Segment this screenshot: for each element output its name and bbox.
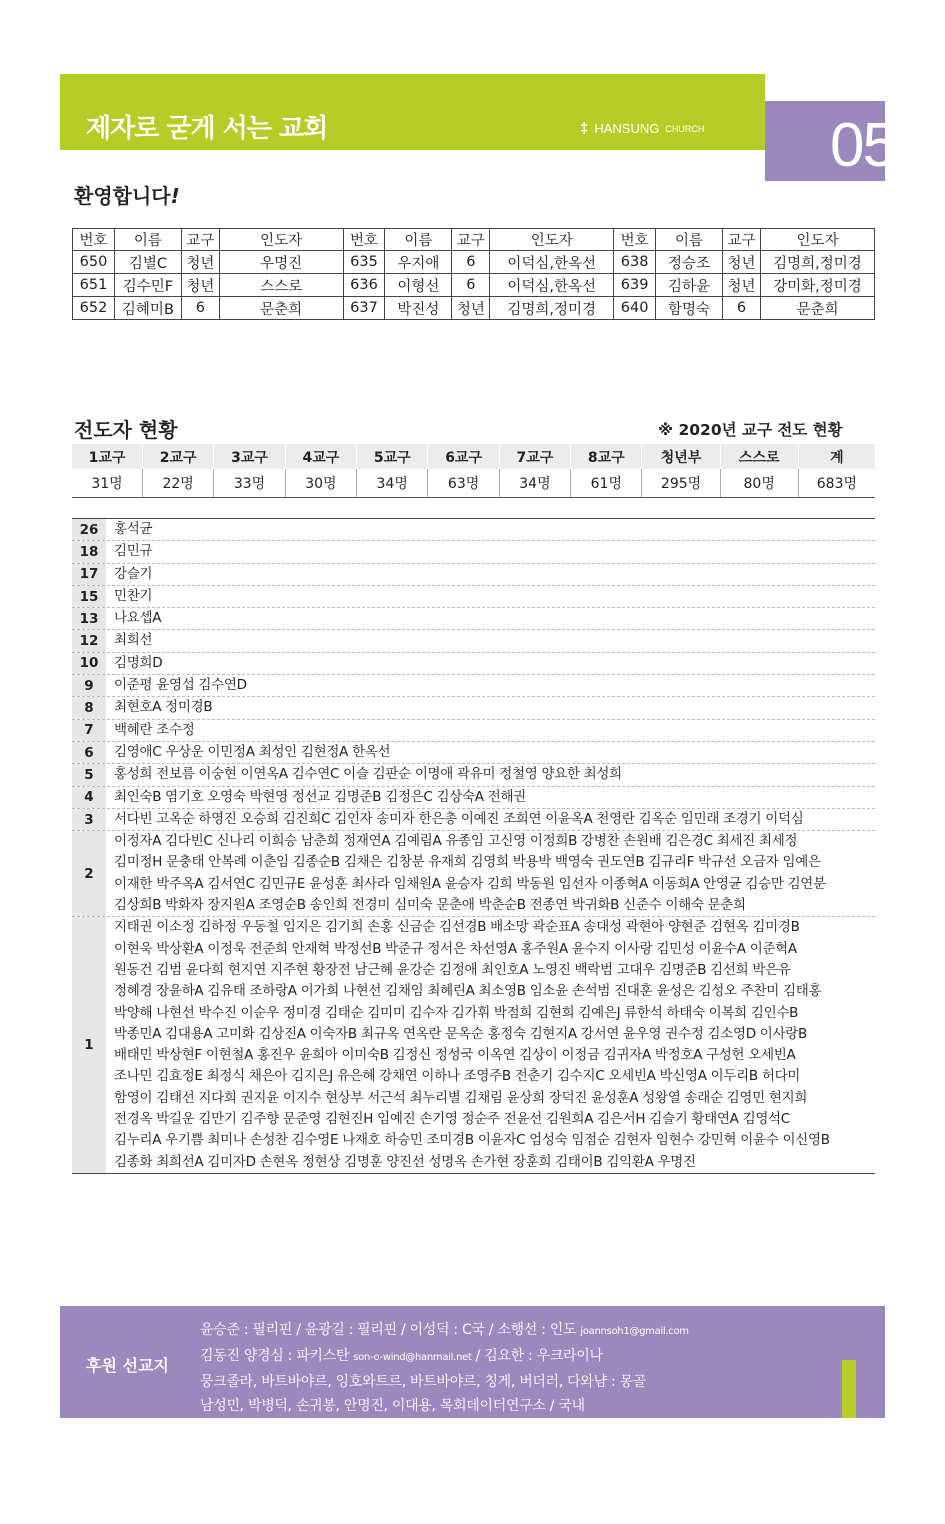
table-cell: 청년 bbox=[181, 274, 219, 297]
table-cell: 이덕심,한옥선 bbox=[490, 251, 614, 274]
table-cell: 우명진 bbox=[219, 251, 343, 274]
evangelist-names: 나요셉A bbox=[114, 610, 162, 627]
welcome-table bbox=[72, 228, 875, 320]
evangelist-names: 최인숙B 염기호 오영숙 박현영 정선교 김명준B 김정은C 김상숙A 전해권 bbox=[114, 788, 526, 805]
evangelist-count: 3 bbox=[72, 809, 106, 830]
list-item bbox=[72, 787, 875, 809]
evangelism-summary-table bbox=[72, 444, 875, 498]
summary-value: 22명 bbox=[142, 469, 213, 498]
table-cell: 640 bbox=[614, 297, 656, 320]
table-cell: 651 bbox=[73, 274, 115, 297]
welcome-col-header: 교구 bbox=[723, 229, 761, 251]
evangelism-summary-header bbox=[72, 444, 875, 469]
table-cell: 635 bbox=[343, 251, 385, 274]
welcome-col-header: 이름 bbox=[114, 229, 181, 251]
welcome-col-header: 교구 bbox=[452, 229, 490, 251]
page-number: 05 bbox=[830, 111, 895, 180]
evangelist-names: 최희선 bbox=[114, 632, 153, 649]
evangelist-names: 김영애C 우상운 이민정A 최성인 김현정A 한옥선 bbox=[114, 743, 391, 760]
evangelist-count: 12 bbox=[72, 630, 106, 651]
mission-email-1: joannsoh1@gmail.com bbox=[580, 1326, 689, 1337]
summary-col-header: 7교구 bbox=[499, 444, 570, 469]
summary-value: 61명 bbox=[571, 469, 642, 498]
table-cell: 김수민F bbox=[114, 274, 181, 297]
welcome-heading bbox=[74, 180, 180, 209]
evangelist-names: 지태권 이소정 김하정 우동철 임지은 김기희 손홍 신금순 김선경B 배소망 곽순표A 송대성 곽현아 양현준 김현옥 김미경B 이현욱 박상환A 이정욱 전준희 안재혁 박정선B 박준규 정서은 차선영A 홍주원A 윤수지 이사랑 김민성 이윤수A 이준혁A 원동건 김범 윤다희 현지연 지주현 황장전 남근혜 윤강순 김정애 최인호A 노영진 백락범 고대우 김명준B 김선희 박은유 정혜경 장윤하A 김유태 조하랑A 이가희 나현선 김채임 최혜린A 최소영B 임소윤 손석범 진대훈 윤성은 김성오 주찬미 김태홍 박양해 나현선 박수진 이순우 정미경 김태순 김미미 김수자 김가휘 박점희 김현희 김예은J 류한석 하태숙 이복희 김인수B 박종민A 김대용A 고미화 김상진A 이숙자B 최규옥 연옥란 문옥순 홍정숙 김현지A 강서연 윤우영 권수정 김소영D 이사랑B 배태민 박상현F 이현철A 홍진우 윤희아 이미숙B 김정신 정성국 이옥연 김상이 이정금 김귀자A 박정호A 구성헌 오세빈A 조나민 김효정E 최정식 채은아 김지은J 유은혜 강채연 이하나 조영주B 전춘기 김수지C 오세빈A 박신영A 이두리B 허다미 함영이 김태선 지다희 권지윤 이지수 현상부 서근석 최누리별 김채림 윤상희 장덕진 윤성훈A 성왕열 송래순 김영민 현지희 전경옥 박길운 김만기 김주향 문준영 김현진H 임예진 손기영 정순주 전윤선 김원희A 김은서H 김슬기 황태연A 김영석C 김누리A 우기쁨 최미나 손성찬 김수영E 나재호 하승민 조미경B 이윤자C 엄성숙 임점순 김현자 임현수 강민혁 이윤수 이신영B 김종화 최희선A 김미자D 손현옥 정현상 김명훈 양진선 성명옥 손가현 장훈희 김태이B 김익환A 우명진 bbox=[114, 919, 830, 1170]
evangelism-summary-values bbox=[72, 469, 875, 498]
evangelist-names: 강슬기 bbox=[114, 565, 153, 582]
welcome-col-header: 번호 bbox=[73, 229, 115, 251]
table-cell: 638 bbox=[614, 251, 656, 274]
table-cell: 6 bbox=[181, 297, 219, 320]
summary-col-header: 1교구 bbox=[72, 444, 142, 469]
welcome-heading-mark: ! bbox=[170, 184, 180, 208]
evangelism-note: ※ 2020년 교구 전도 현황 bbox=[658, 421, 843, 439]
table-cell: 이덕심,한옥선 bbox=[490, 274, 614, 297]
footer-accent-bar bbox=[842, 1360, 856, 1418]
summary-value: 295명 bbox=[642, 469, 720, 498]
table-cell: 박진성 bbox=[385, 297, 452, 320]
welcome-col-header: 번호 bbox=[614, 229, 656, 251]
table-cell: 스스로 bbox=[219, 274, 343, 297]
welcome-col-header: 인도자 bbox=[760, 229, 874, 251]
table-cell: 청년 bbox=[452, 297, 490, 320]
summary-col-header: 2교구 bbox=[142, 444, 213, 469]
summary-col-header: 6교구 bbox=[428, 444, 499, 469]
welcome-col-header: 번호 bbox=[343, 229, 385, 251]
evangelist-count: 6 bbox=[72, 742, 106, 763]
church-logo-name: HANSUNG bbox=[594, 121, 660, 136]
table-cell: 6 bbox=[452, 251, 490, 274]
list-item bbox=[72, 608, 875, 630]
summary-col-header: 3교구 bbox=[214, 444, 285, 469]
evangelist-count: 2 bbox=[72, 831, 106, 916]
list-item bbox=[72, 586, 875, 608]
evangelist-names: 이준평 윤영섭 김수연D bbox=[114, 677, 247, 694]
table-cell: 639 bbox=[614, 274, 656, 297]
mission-line-2-text-b: / 김요한 : 우크라이나 bbox=[475, 1348, 603, 1364]
welcome-col-header: 이름 bbox=[385, 229, 452, 251]
mission-line-1-text: 윤승준 : 필리핀 / 윤광길 : 필리핀 / 이성덕 : C국 / 소행선 : 인도 bbox=[200, 1322, 577, 1338]
welcome-col-header: 이름 bbox=[656, 229, 723, 251]
list-item bbox=[72, 564, 875, 586]
table-cell: 김별C bbox=[114, 251, 181, 274]
evangelist-names: 김명희D bbox=[114, 654, 163, 671]
table-cell: 652 bbox=[73, 297, 115, 320]
evangelist-list bbox=[72, 518, 875, 1174]
list-item bbox=[72, 541, 875, 563]
church-logo bbox=[580, 120, 704, 137]
list-item bbox=[72, 831, 875, 917]
page-title: 제자로 굳게 서는 교회 bbox=[86, 114, 328, 144]
evangelist-names: 백혜란 조수정 bbox=[114, 721, 195, 738]
list-item bbox=[72, 653, 875, 675]
evangelist-count: 26 bbox=[72, 519, 106, 540]
evangelist-count: 7 bbox=[72, 720, 106, 741]
summary-col-header: 청년부 bbox=[642, 444, 720, 469]
table-cell: 이형선 bbox=[385, 274, 452, 297]
table-cell: 청년 bbox=[181, 251, 219, 274]
mission-line-2-text: 김동진 양경심 : 파키스탄 bbox=[200, 1348, 350, 1364]
table-cell: 김하윤 bbox=[656, 274, 723, 297]
table-cell: 637 bbox=[343, 297, 385, 320]
evangelist-names: 홍석균 bbox=[114, 521, 153, 537]
evangelist-names: 이정자A 김다빈C 신나리 이희승 남춘희 정재연A 김예림A 유종임 고신영 이정희B 강병찬 손원배 김은경C 최세진 최세정 김미정H 문충태 안복례 이춘임 김종순B 김채은 김창분 유재희 김영희 박용박 백영숙 권도연B 김규리F 박규선 오금자 임예은 이재한 박주옥A 김서연C 김민규E 윤성훈 최사라 임채원A 윤승자 김희 박동원 임선자 이종혁A 이동희A 안영균 김승만 김연분 김상희B 박화자 장지원A 조영순B 송인희 전경미 심미숙 문춘애 박춘순B 전종연 박귀화B 신준수 이해숙 문춘희 bbox=[114, 833, 826, 914]
table-cell: 6 bbox=[452, 274, 490, 297]
summary-value: 30명 bbox=[285, 469, 356, 498]
mission-support-list bbox=[200, 1318, 689, 1418]
evangelist-count: 13 bbox=[72, 608, 106, 629]
evangelist-count: 10 bbox=[72, 653, 106, 674]
mission-line-1 bbox=[200, 1318, 689, 1344]
welcome-col-header: 인도자 bbox=[490, 229, 614, 251]
church-logo-sub: CHURCH bbox=[665, 123, 705, 134]
summary-value: 34명 bbox=[357, 469, 428, 498]
mission-line-2 bbox=[200, 1344, 689, 1370]
summary-value: 63명 bbox=[428, 469, 499, 498]
table-cell: 김혜미B bbox=[114, 297, 181, 320]
summary-value: 34명 bbox=[499, 469, 570, 498]
welcome-table-header bbox=[73, 229, 875, 251]
evangelist-count: 4 bbox=[72, 787, 106, 808]
list-item bbox=[72, 697, 875, 719]
summary-col-header: 4교구 bbox=[285, 444, 356, 469]
table-row bbox=[73, 297, 875, 320]
church-logo-icon: ‡ bbox=[580, 120, 589, 137]
summary-value: 31명 bbox=[72, 469, 142, 498]
table-cell: 650 bbox=[73, 251, 115, 274]
table-cell: 636 bbox=[343, 274, 385, 297]
table-cell: 청년 bbox=[723, 274, 761, 297]
list-item bbox=[72, 764, 875, 786]
evangelist-count: 18 bbox=[72, 541, 106, 562]
mission-email-2: son-o-wind@hanmail.net bbox=[353, 1352, 472, 1363]
evangelist-count: 8 bbox=[72, 697, 106, 718]
summary-value: 683명 bbox=[798, 469, 875, 498]
summary-col-header: 계 bbox=[798, 444, 875, 469]
summary-value: 80명 bbox=[720, 469, 798, 498]
evangelist-names: 김민규 bbox=[114, 543, 153, 560]
list-item bbox=[72, 720, 875, 742]
mission-line-4: 남성민, 박병덕, 손귀봉, 안명진, 이대용, 목회데이터연구소 / 국내 bbox=[200, 1398, 585, 1414]
mission-support-label: 후원 선교지 bbox=[86, 1356, 169, 1375]
evangelist-count: 17 bbox=[72, 564, 106, 585]
evangelism-heading: 전도자 현황 bbox=[74, 418, 178, 442]
list-item bbox=[72, 917, 875, 1173]
evangelist-count: 9 bbox=[72, 675, 106, 696]
evangelist-names: 민찬기 bbox=[114, 587, 153, 604]
table-cell: 강미화,정미경 bbox=[760, 274, 874, 297]
table-row bbox=[73, 251, 875, 274]
table-cell: 문춘희 bbox=[219, 297, 343, 320]
list-item bbox=[72, 630, 875, 652]
summary-col-header: 8교구 bbox=[571, 444, 642, 469]
summary-col-header: 스스로 bbox=[720, 444, 798, 469]
table-cell: 우지애 bbox=[385, 251, 452, 274]
table-cell: 청년 bbox=[723, 251, 761, 274]
table-row bbox=[73, 274, 875, 297]
evangelist-names: 최현호A 정미경B bbox=[114, 699, 213, 716]
evangelist-names: 홍성희 전보름 이숭현 이연옥A 김수연C 이슬 김판순 이명애 곽유미 정철영 양요한 최성희 bbox=[114, 766, 622, 783]
table-cell: 함명숙 bbox=[656, 297, 723, 320]
table-cell: 6 bbox=[723, 297, 761, 320]
list-item bbox=[72, 519, 875, 541]
mission-line-3: 뭉크졸라, 바트바야르, 잉호와트르, 바트바야르, 칭게, 버더러, 다와냠 : 몽골 bbox=[200, 1374, 647, 1390]
table-cell: 정승조 bbox=[656, 251, 723, 274]
evangelist-names: 서다빈 고옥순 하영진 오승희 김진희C 김인자 송미자 한은총 이예진 조희연 이윤옥A 천영란 김옥순 임민래 조경기 이덕심 bbox=[114, 810, 804, 827]
table-cell: 김명희,정미경 bbox=[760, 251, 874, 274]
welcome-col-header: 인도자 bbox=[219, 229, 343, 251]
summary-col-header: 5교구 bbox=[357, 444, 428, 469]
welcome-heading-text: 환영합니다 bbox=[74, 184, 171, 208]
summary-value: 33명 bbox=[214, 469, 285, 498]
table-cell: 문춘희 bbox=[760, 297, 874, 320]
evangelist-count: 1 bbox=[72, 917, 106, 1173]
list-item bbox=[72, 742, 875, 764]
evangelist-count: 15 bbox=[72, 586, 106, 607]
welcome-col-header: 교구 bbox=[181, 229, 219, 251]
evangelist-count: 5 bbox=[72, 764, 106, 785]
list-item bbox=[72, 675, 875, 697]
table-cell: 김명희,정미경 bbox=[490, 297, 614, 320]
list-item bbox=[72, 809, 875, 831]
